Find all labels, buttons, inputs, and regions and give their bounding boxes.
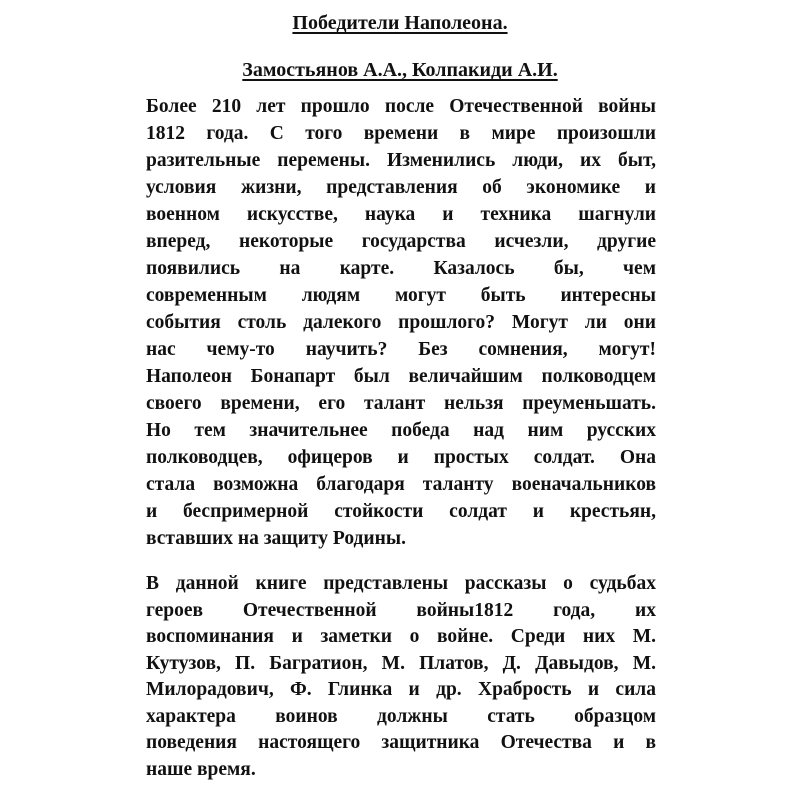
text-line: стала возможна благодаря таланту военачальников: [146, 474, 656, 495]
text-line: и беспримерной стойкости солдат и крестьян,: [146, 501, 656, 522]
book-authors: Замостьянов А.А., Колпакиди А.И.: [242, 59, 558, 81]
text-line: военном искусстве, наука и техника шагнули: [146, 204, 656, 225]
text-line: Более 210 лет прошло после Отечественной войны: [146, 96, 656, 117]
text-line: Наполеон Бонапарт был величайшим полководцем: [146, 366, 656, 387]
text-line: современным людям могут быть интересны: [146, 285, 656, 306]
text-line: вперед, некоторые государства исчезли, другие: [146, 231, 656, 252]
text-line: В данной книге представлены рассказы о судьбах: [146, 573, 656, 594]
text-line: Кутузов, П. Багратион, М. Платов, Д. Давыдов, М.: [146, 652, 656, 674]
paragraph-intro: [146, 93, 656, 552]
text-line: наше время.: [146, 758, 256, 780]
paragraph-book-description: [146, 571, 656, 783]
text-line: события столь далекого прошлого? Могут ли они: [146, 312, 656, 333]
text-line: воспоминания и заметки о войне. Среди них М.: [146, 626, 656, 647]
text-line: своего времени, его талант нельзя преуменьшать.: [146, 393, 656, 414]
text-line: героев Отечественной войны1812 года, их: [146, 599, 656, 621]
text-line: поведения настоящего защитника Отечества и в: [146, 732, 656, 753]
text-line: разительные перемены. Изменились люди, их быт,: [146, 150, 656, 171]
text-line: нас чему-то научить? Без сомнения, могут!: [146, 339, 656, 360]
text-line: вставших на защиту Родины.: [146, 528, 406, 549]
text-line: 1812 года. С того времени в мире произошли: [146, 123, 656, 144]
text-line: условия жизни, представления об экономике и: [146, 177, 656, 198]
text-line: появились на карте. Казалось бы, чем: [146, 258, 656, 279]
book-title: Победители Наполеона.: [292, 12, 508, 34]
text-line: характера воинов должны стать образцом: [146, 705, 656, 727]
text-line: Милорадович, Ф. Глинка и др. Храбрость и сила: [146, 679, 656, 700]
text-line: полководцев, офицеров и простых солдат. Она: [146, 447, 656, 468]
text-line: Но тем значительнее победа над ним русских: [146, 420, 656, 441]
